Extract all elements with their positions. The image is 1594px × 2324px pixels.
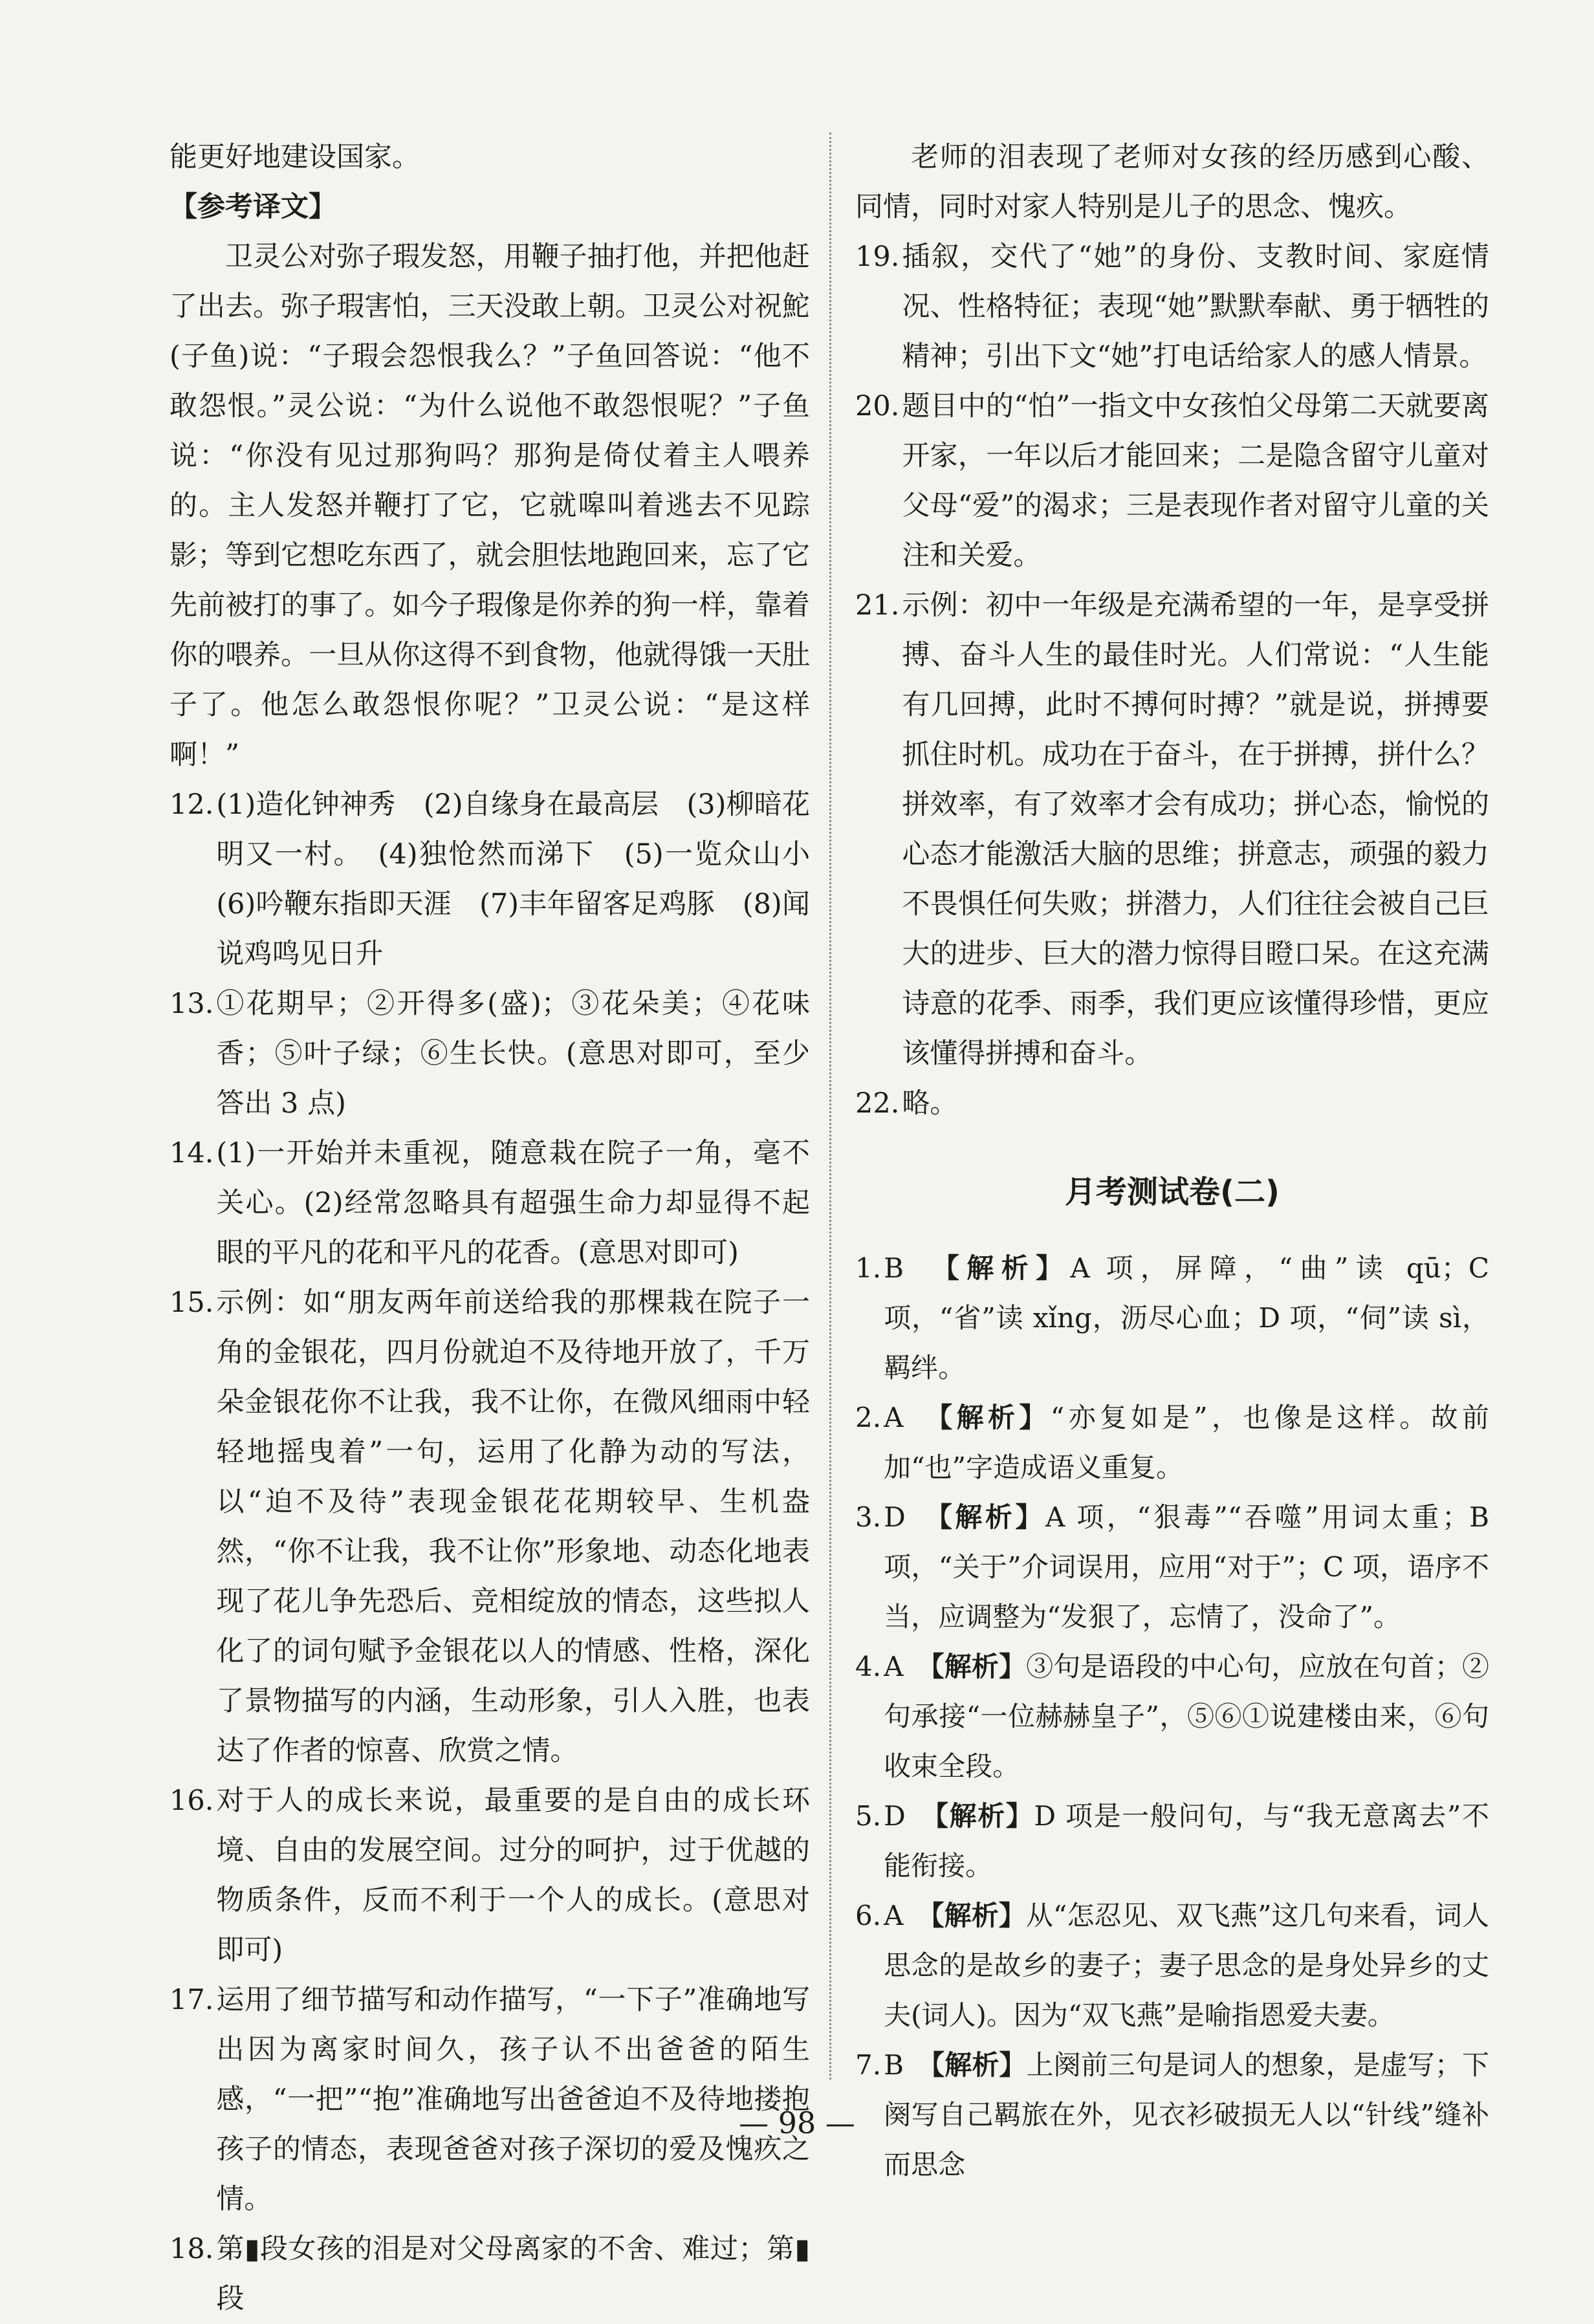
item-text: 示例：如“朋友两年前送给我的那棵栽在院子一角的金银花，四月份就迫不及待地开放了，千万朵金银花你不让我，我不让你，在微风细雨中轻轻地摇曳着”一句，运用了化静为动的写法，以“迫不及待”表现金银花花期较早、生机盎然，“你不让我，我不让你”形象地、动态化地表现了花儿争先恐后、竞相绽放的情态，这些拟人化了的词句赋予金银花以人的情感、性格，深化了景物描写的内涵，生动形象，引人入胜，也表达了作者的惊喜、欣赏之情。 (216, 1287, 810, 1767)
analysis-tag: 【解析】 (939, 1402, 1051, 1433)
mcq-answer-4 (855, 1642, 1489, 1791)
answer-item-18 (169, 2224, 810, 2324)
item-text: 第▮段女孩的泪是对父母离家的不舍、难过；第▮段 (216, 2233, 810, 2315)
item-number: 15. (169, 1287, 214, 1319)
item-number: 21. (855, 589, 900, 622)
analysis-tag: 【解析】 (934, 1800, 1034, 1832)
item-text: 略。 (902, 1087, 958, 1120)
analysis-text: 从“怎忍见、双飞燕”这几句来看，词人思念的是故乡的妻子；妻子思念的是身处异乡的丈夫(词人)。因为“双飞燕”是喻指恩爱夫妻。 (884, 1900, 1489, 2031)
answer-letter: B (884, 1252, 904, 1284)
answer-item-15 (169, 1278, 810, 1776)
item-text: 示例：初中一年级是充满希望的一年，是享受拼搏、奋斗人生的最佳时光。人们常说：“人生能有几回搏，此时不搏何时搏？”就是说，拼搏要抓住时机。成功在于奋斗，在于拼搏，拼什么？拼效率，有了效率才会有成功；拼心态，愉悦的心态才能激活大脑的思维；拼意志，顽强的毅力不畏惧任何失败；拼潜力，人们往往会被自己巨大的进步、巨大的潜力惊得目瞪口呆。在这充满诗意的花季、雨季，我们更应该懂得珍惜，更应该懂得拼搏和奋斗。 (902, 589, 1489, 1070)
item-number: 19. (855, 241, 900, 273)
item-number: 7. (855, 2049, 882, 2081)
analysis-text: “亦复如是”，也像是这样。故前加“也”字造成语义重复。 (884, 1402, 1489, 1483)
answer-letter: B (884, 2049, 904, 2081)
item-number: 18. (169, 2233, 214, 2265)
analysis-tag: 【解析】 (930, 1651, 1027, 1682)
answer-item-19 (855, 232, 1489, 382)
right-column (855, 133, 1489, 2180)
column-divider (829, 133, 831, 2080)
answer-letter: A (884, 1402, 904, 1433)
answer-item-16 (169, 1776, 810, 1975)
mcq-answer-2 (855, 1393, 1489, 1492)
analysis-text: ③句是语段的中心句，应放在句首；②句承接“一位赫赫皇子”，⑤⑥①说建楼由来，⑥句收束全段。 (884, 1651, 1489, 1782)
continued-line: 老师的泪表现了老师对女孩的经历感到心酸、同情，同时对家人特别是儿子的思念、愧疚。 (855, 141, 1489, 223)
mcq-answer-5 (855, 1791, 1489, 1891)
answer-letter: A (884, 1900, 904, 1931)
item-text: 插叙，交代了“她”的身份、支教时间、家庭情况、性格特征；表现“她”默默奉献、勇于牺牲的精神；引出下文“她”打电话给家人的感人情景。 (902, 241, 1489, 373)
analysis-text: D 项是一般问句，与“我无意离去”不能衔接。 (884, 1800, 1489, 1882)
analysis-text: A 项，屏障，“曲”读 qū；C 项，“省”读 xǐng，沥尽心血；D 项，“伺”读 sì，羁绊。 (884, 1252, 1489, 1384)
section-title: 月考测试卷(二) (1065, 1174, 1280, 1210)
item-number: 20. (855, 390, 900, 422)
continued-line: 能更好地建设国家。 (169, 141, 420, 173)
item-number: 14. (169, 1137, 214, 1169)
answer-item-12 (169, 780, 838, 979)
answer-item-13 (169, 979, 810, 1129)
answer-letter: A (884, 1651, 904, 1682)
answer-item-22 (855, 1079, 1489, 1129)
item-text: ①花期早；②开得多(盛)；③花朵美；④花味香；⑤叶子绿；⑥生长快。(意思对即可，至少答出 3 点) (216, 988, 810, 1120)
item-text: (1)造化钟神秀 (2)自缘身在最高层 (3)柳暗花明又一村。 (4)独怆然而涕下 (5)一览众山小 (6)吟鞭东指即天涯 (7)丰年留客足鸡豚 (8)闻说鸡鸣见日升 (216, 788, 838, 970)
item-number: 2. (855, 1402, 882, 1433)
reference-translation-text: 卫灵公对弥子瑕发怒，用鞭子抽打他，并把他赶了出去。弥子瑕害怕，三天没敢上朝。卫灵公对祝鮀(子鱼)说：“子瑕会怨恨我么？”子鱼回答说：“他不敢怨恨。”灵公说：“为什么说他不敢怨恨呢？”子鱼说：“你没有见过那狗吗？那狗是倚仗着主人喂养的。主人发怒并鞭打了它，它就嗥叫着逃去不见踪影；等到它想吃东西了，就会胆怯地跑回来，忘了它先前被打的事了。如今子瑕像是你养的狗一样，靠着你的喂养。一旦从你这得不到食物，他就得饿一天肚子了。他怎么敢怨恨你呢？”卫灵公说：“是这样啊！” (169, 241, 810, 771)
answer-letter: D (884, 1800, 906, 1832)
item-number: 22. (855, 1087, 900, 1120)
item-number: 3. (855, 1501, 882, 1533)
analysis-tag: 【解析】 (930, 1900, 1026, 1931)
mcq-answer-1 (855, 1243, 1489, 1393)
analysis-tag: 【解析】 (945, 1252, 1071, 1284)
item-number: 1. (855, 1252, 882, 1284)
item-text: 对于人的成长来说，最重要的是自由的成长环境、自由的发展空间。过分的呵护，过于优越的物质条件，反而不利于一个人的成长。(意思对即可) (216, 1785, 810, 1966)
mcq-answer-6 (855, 1891, 1489, 2040)
analysis-text: 上阕前三句是词人的想象，是虚写；下阕写自己羁旅在外，见衣衫破损无人以“针线”缝补而思念 (884, 2049, 1489, 2180)
item-text: 运用了细节描写和动作描写，“一下子”准确地写出因为离家时间久，孩子认不出爸爸的陌生感，“一把”“抱”准确地写出爸爸迫不及待地搂抱孩子的情态，表现爸爸对孩子深切的爱及愧疚之情。 (216, 1984, 810, 2215)
item-number: 16. (169, 1785, 214, 1817)
mcq-answer-3 (855, 1492, 1489, 1642)
item-text: (1)一开始并未重视，随意栽在院子一角，毫不关心。(2)经常忽略具有超强生命力却显得不起眼的平凡的花和平凡的花香。(意思对即可) (216, 1137, 810, 1269)
answer-item-14 (169, 1129, 810, 1278)
page-number: — 98 — (739, 2105, 855, 2140)
item-number: 6. (855, 1900, 882, 1931)
reference-translation-heading: 【参考译文】 (169, 191, 336, 223)
item-number: 4. (855, 1651, 882, 1682)
answer-letter: D (884, 1501, 906, 1533)
analysis-tag: 【解析】 (931, 2049, 1027, 2081)
answer-item-21 (855, 581, 1489, 1079)
analysis-tag: 【解析】 (938, 1501, 1045, 1533)
item-number: 17. (169, 1984, 214, 2016)
item-text: 题目中的“怕”一指文中女孩怕父母第二天就要离开家，一年以后才能回来；二是隐含留守儿童对父母“爱”的渴求；三是表现作者对留守儿童的关注和关爱。 (902, 390, 1489, 572)
analysis-text: A 项，“狠毒”“吞噬”用词太重；B 项，“关于”介词误用，应用“对于”；C 项，语序不当，应调整为“发狠了，忘情了，没命了”。 (884, 1501, 1489, 1633)
item-number: 5. (855, 1800, 882, 1832)
item-number: 13. (169, 988, 214, 1020)
answer-item-20 (855, 382, 1489, 581)
answer-item-17 (169, 1975, 810, 2224)
item-number: 12. (169, 788, 214, 821)
